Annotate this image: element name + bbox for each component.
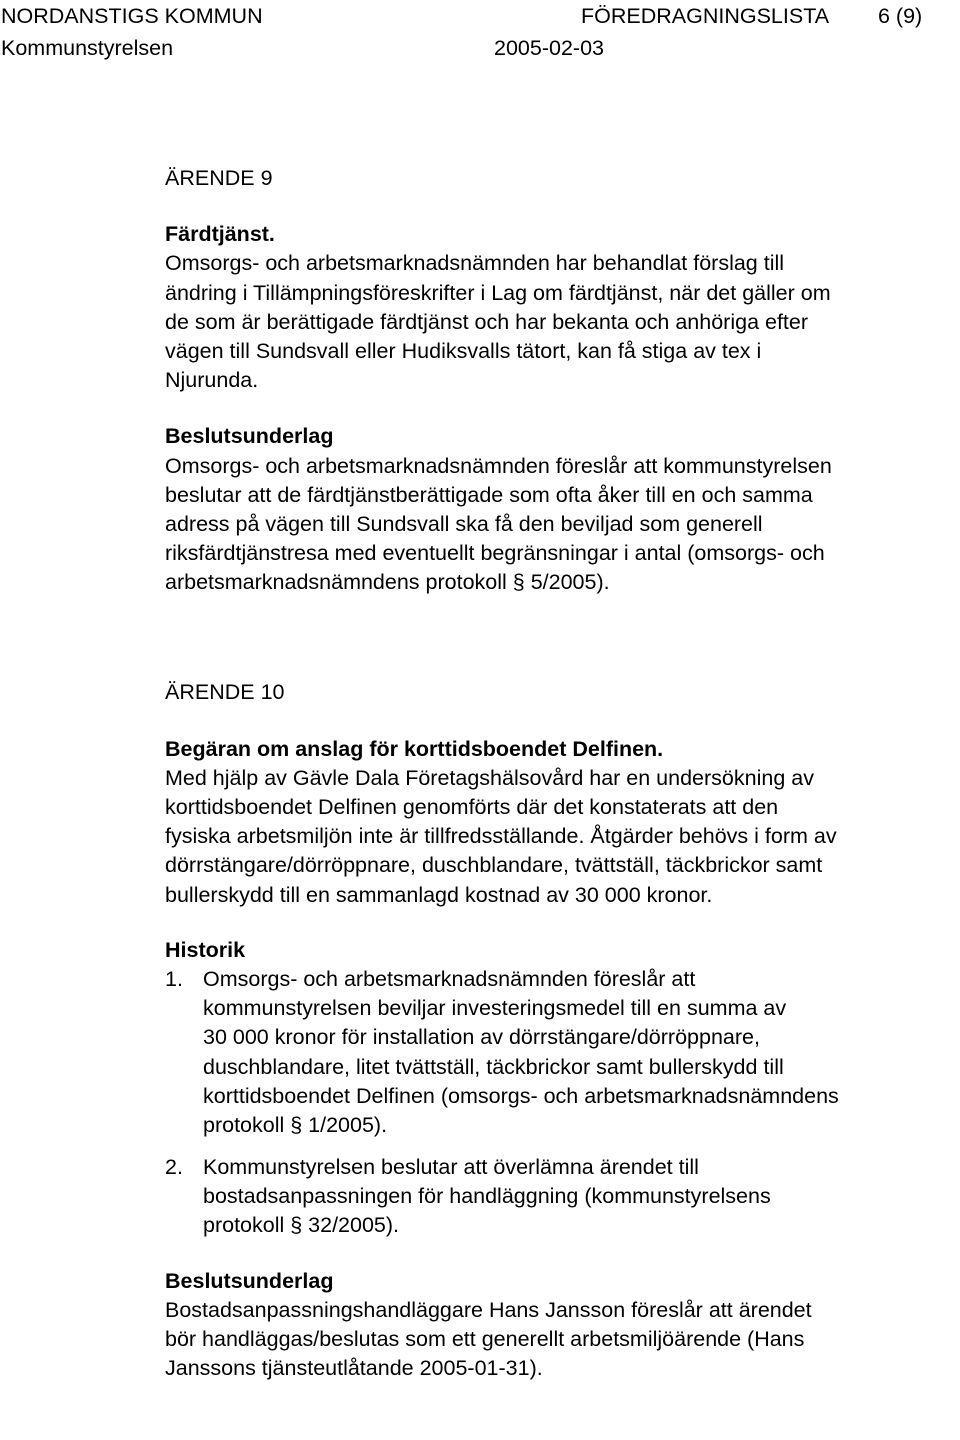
item9-body-line: ändring i Tillämpningsföreskrifter i Lag om färdtjänst, när det gäller om: [165, 280, 831, 305]
header-doc-type: FÖREDRAGNINGSLISTA: [581, 4, 830, 28]
item9-body: [165, 249, 955, 395]
history-item-line: kommunstyrelsen beviljar investeringsmedel till en summa av: [203, 996, 787, 1021]
document-body: [165, 164, 955, 1383]
history-item-number: 2.: [165, 1155, 183, 1180]
item9-basis: [165, 452, 955, 598]
item10-body-line: Med hjälp av Gävle Dala Företagshälsovård har en undersökning av: [165, 765, 814, 790]
item10-basis-line: Bostadsanpassningshandläggare Hans Jansson föreslår att ärendet: [165, 1297, 812, 1322]
history-list-item: [165, 1153, 955, 1241]
history-item-number: 1.: [165, 966, 183, 991]
item10-basis-heading: Beslutsunderlag: [165, 1268, 334, 1293]
item10-title: Begäran om anslag för korttidsboendet Delfinen.: [165, 736, 664, 761]
item9-basis-line: beslutar att de färdtjänstberättigade som ofta åker till en och samma: [165, 482, 813, 507]
history-item-line: korttidsboendet Delfinen (omsorgs- och arbetsmarknadsnämndens: [203, 1083, 839, 1108]
item9-body-line: Omsorgs- och arbetsmarknadsnämnden har behandlat förslag till: [165, 251, 785, 276]
item9-basis-line: adress på vägen till Sundsvall ska få den beviljad som generell: [165, 511, 763, 536]
item9-body-line: de som är berättigade färdtjänst och har bekanta och anhöriga efter: [165, 309, 809, 334]
history-item-line: bostadsanpassningen för handläggning (kommunstyrelsens: [203, 1184, 771, 1209]
item10-body-line: bullerskydd till en sammanlagd kostnad av 30 000 kronor.: [165, 882, 713, 907]
item10-basis: [165, 1296, 955, 1384]
item9-heading: ÄRENDE 9: [165, 166, 273, 190]
item9-title: Färdtjänst.: [165, 222, 275, 247]
item10-basis-line: Janssons tjänsteutlåtande 2005-01-31).: [165, 1356, 543, 1381]
history-item-line: 30 000 kronor för installation av dörrstängare/dörröppnare,: [203, 1025, 760, 1050]
item10-body: [165, 764, 955, 910]
header-page-number: 6 (9): [878, 4, 923, 28]
item9-body-line: vägen till Sundsvall eller Hudiksvalls tätort, kan få stiga av tex i: [165, 338, 762, 363]
item10-heading: ÄRENDE 10: [165, 680, 285, 705]
item9-basis-line: riksfärdtjänstresa med eventuellt begränsningar i antal (omsorgs- och: [165, 541, 825, 566]
history-item-line: Kommunstyrelsen beslutar att överlämna ärendet till: [203, 1155, 699, 1180]
history-list-item: [165, 965, 955, 1140]
history-item-line: duschblandare, litet tvättställ, täckbrickor samt bullerskydd till: [203, 1054, 784, 1079]
item10-body-line: korttidsboendet Delfinen genomförts där det konstaterats att den: [165, 795, 779, 819]
header-board: Kommunstyrelsen: [1, 36, 174, 60]
item9-basis-heading: Beslutsunderlag: [165, 424, 334, 449]
item9-body-line: Njurunda.: [165, 368, 259, 393]
item10-body-line: fysiska arbetsmiljön inte är tillfredsställande. Åtgärder behövs i form av: [165, 824, 837, 849]
history-item-line: Omsorgs- och arbetsmarknadsnämnden föreslår att: [203, 966, 696, 991]
history-item-line: protokoll § 1/2005).: [203, 1112, 388, 1137]
header-org: NORDANSTIGS KOMMUN: [1, 4, 263, 28]
history-item-line: protokoll § 32/2005).: [203, 1213, 400, 1238]
item9-basis-line: arbetsmarknadsnämndens protokoll § 5/2005).: [165, 570, 610, 595]
item10-body-line: dörrstängare/dörröppnare, duschblandare, tvättställ, täckbrickor samt: [165, 853, 823, 878]
item9-basis-line: Omsorgs- och arbetsmarknadsnämnden föreslår att kommunstyrelsen: [165, 453, 832, 478]
item10-history-heading: Historik: [165, 937, 246, 962]
item10-basis-line: bör handläggas/beslutas som ett generellt arbetsmiljöärende (Hans: [165, 1327, 805, 1351]
header-date: 2005-02-03: [494, 36, 604, 60]
